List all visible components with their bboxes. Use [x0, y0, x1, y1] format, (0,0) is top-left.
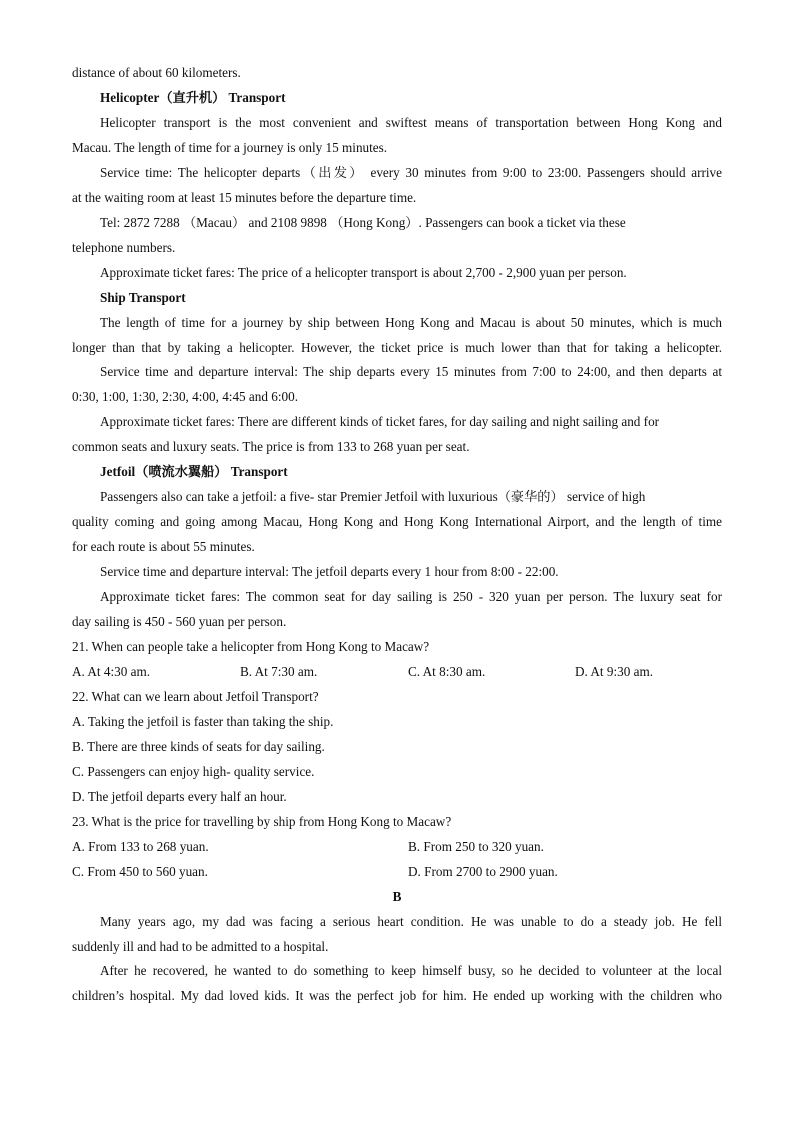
passage-b-paragraph-2: After he recovered, he wanted to do something to keep himself busy, so he decided to volunteer at the local	[100, 963, 722, 978]
question-23-option-d: D. From 2700 to 2900 yuan.	[408, 864, 558, 879]
question-21-option-a: A. At 4:30 am.	[72, 664, 151, 679]
helicopter-service-time-cont: at the waiting room at least 15 minutes before the departure time.	[72, 190, 417, 205]
jetfoil-heading: Jetfoil（喷流水翼船） Transport	[100, 464, 288, 479]
question-21-option-b: B. At 7:30 am.	[240, 664, 318, 679]
question-22-option-a: A. Taking the jetfoil is faster than taking the ship.	[72, 714, 334, 729]
question-22-stem: 22. What can we learn about Jetfoil Transport?	[72, 689, 319, 704]
question-23-stem: 23. What is the price for travelling by ship from Hong Kong to Macaw?	[72, 814, 452, 829]
ship-heading: Ship Transport	[100, 290, 186, 305]
question-21-option-d: D. At 9:30 am.	[575, 664, 654, 679]
ship-ticket-fares-cont: common seats and luxury seats. The price is from 133 to 268 yuan per seat.	[72, 439, 470, 454]
jetfoil-service-time: Service time and departure interval: The jetfoil departs every 1 hour from 8:00 - 22:00.	[100, 564, 559, 579]
passage-b-paragraph-1-cont: suddenly ill and had to be admitted to a hospital.	[72, 939, 329, 954]
question-23-option-b: B. From 250 to 320 yuan.	[408, 839, 544, 854]
ship-service-time-cont: 0:30, 1:00, 1:30, 2:30, 4:00, 4:45 and 6:00.	[72, 389, 299, 404]
passage-b-paragraph-2-cont: children’s hospital. My dad loved kids. It was the perfect job for him. He ended up working with the children who	[72, 988, 722, 1003]
helicopter-telephone: Tel: 2872 7288 （Macau） and 2108 9898 （Hong Kong）. Passengers can book a ticket via these	[100, 215, 626, 230]
ship-paragraph-1: The length of time for a journey by ship between Hong Kong and Macau is about 50 minutes, which is much	[100, 315, 722, 330]
passage-b-label: B	[392, 889, 402, 904]
helicopter-heading: Helicopter（直升机） Transport	[100, 90, 286, 105]
question-23-option-a: A. From 133 to 268 yuan.	[72, 839, 209, 854]
question-21-stem: 21. When can people take a helicopter from Hong Kong to Macaw?	[72, 639, 430, 654]
helicopter-telephone-cont: telephone numbers.	[72, 240, 176, 255]
ship-ticket-fares: Approximate ticket fares: There are different kinds of ticket fares, for day sailing and night sailing and for	[100, 414, 660, 429]
ship-service-time: Service time and departure interval: The ship departs every 15 minutes from 7:00 to 24:00, and then departs at	[100, 364, 722, 379]
jetfoil-paragraph-1-end: for each route is about 55 minutes.	[72, 539, 255, 554]
question-21-option-c: C. At 8:30 am.	[408, 664, 486, 679]
question-23-option-c: C. From 450 to 560 yuan.	[72, 864, 208, 879]
helicopter-ticket-fares: Approximate ticket fares: The price of a helicopter transport is about 2,700 - 2,900 yuan per person.	[100, 265, 627, 280]
jetfoil-ticket-fares: Approximate ticket fares: The common seat for day sailing is 250 - 320 yuan per person. The luxury seat for	[100, 589, 722, 604]
jetfoil-ticket-fares-cont: day sailing is 450 - 560 yuan per person.	[72, 614, 287, 629]
jetfoil-paragraph-1: Passengers also can take a jetfoil: a five- star Premier Jetfoil with luxurious（豪华的） service of high	[100, 489, 646, 504]
helicopter-paragraph-1-cont: Macau. The length of time for a journey is only 15 minutes.	[72, 140, 388, 155]
passage-b-paragraph-1: Many years ago, my dad was facing a serious heart condition. He was unable to do a steady job. He fell	[100, 914, 722, 929]
ship-paragraph-1-cont: longer than that by taking a helicopter. However, the ticket price is much lower than that for taking a helicopter.	[72, 340, 722, 355]
helicopter-service-time: Service time: The helicopter departs（出发） every 30 minutes from 9:00 to 23:00. Passengers should arrive	[100, 165, 722, 180]
jetfoil-paragraph-1-cont: quality coming and going among Macau, Hong Kong and Hong Kong International Airport, and the length of time	[72, 514, 722, 529]
passage-a-continuation: distance of about 60 kilometers.	[72, 65, 241, 80]
question-22-option-b: B. There are three kinds of seats for day sailing.	[72, 739, 325, 754]
question-22-option-d: D. The jetfoil departs every half an hour.	[72, 789, 287, 804]
helicopter-paragraph-1: Helicopter transport is the most convenient and swiftest means of transportation between Hong Kong and	[100, 115, 722, 130]
question-22-option-c: C. Passengers can enjoy high- quality service.	[72, 764, 315, 779]
